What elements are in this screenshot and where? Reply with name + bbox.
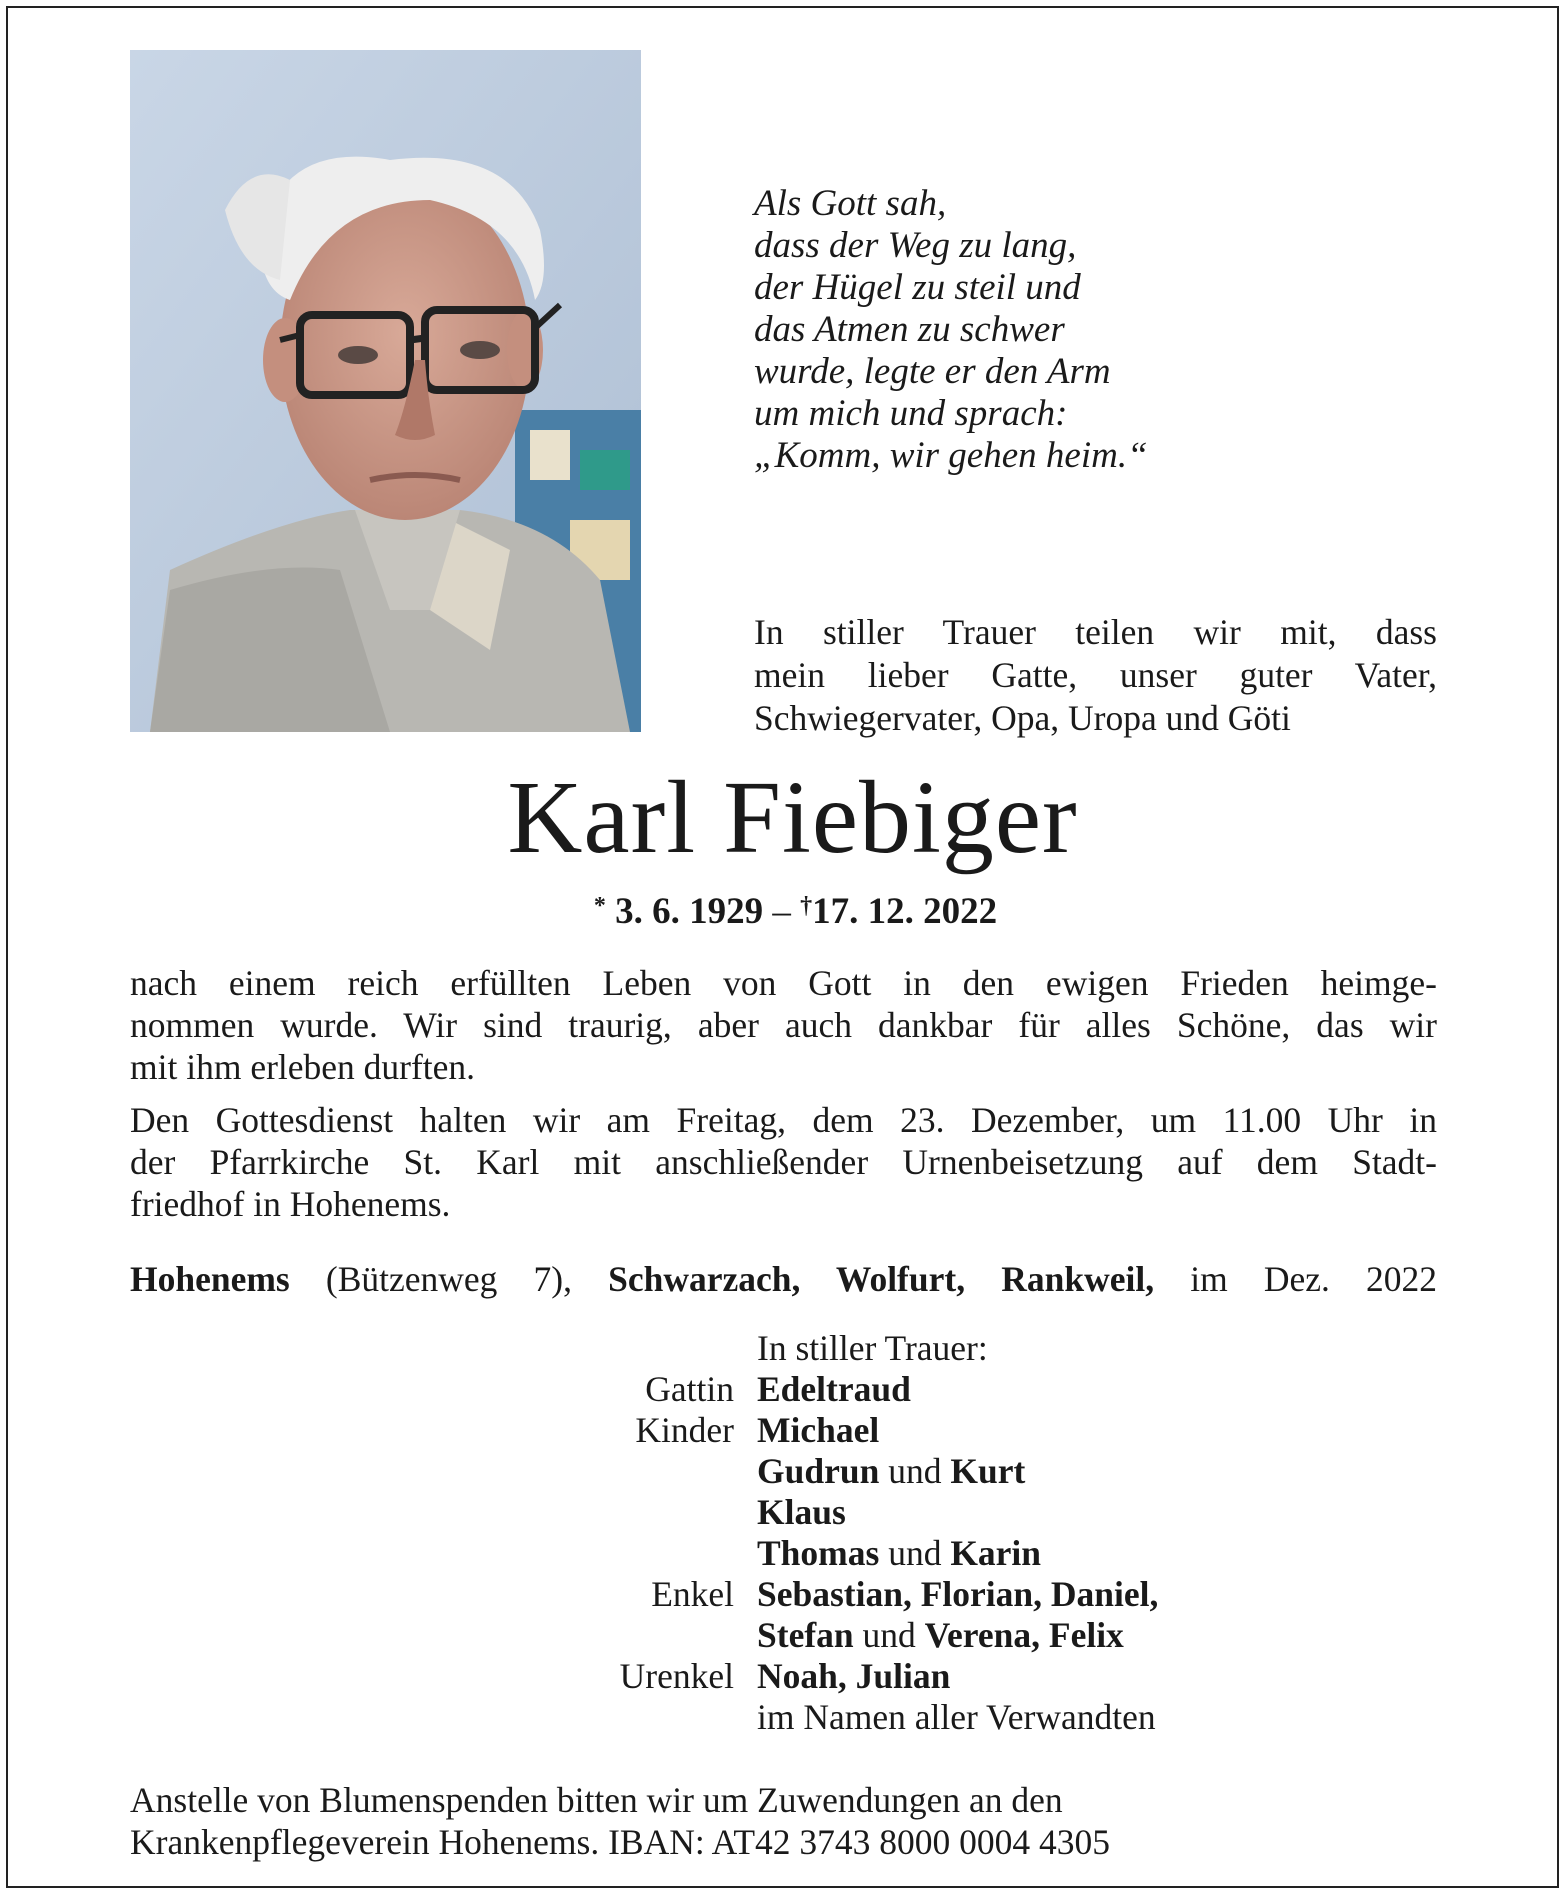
mourner-name: Thomas <box>757 1533 880 1573</box>
conjunction: und <box>888 1533 942 1573</box>
date-separator: – <box>772 891 791 932</box>
mourner-row <box>0 1533 1567 1574</box>
announcement-paragraph <box>130 962 1437 1088</box>
mourner-role: Enkel <box>651 1574 734 1614</box>
mourner-row <box>0 1369 1567 1410</box>
mourner-name: Kurt <box>950 1451 1026 1491</box>
mourner-name: Klaus <box>757 1492 846 1532</box>
mourner-name: Gudrun <box>757 1451 880 1491</box>
intro-line: In stiller Trauer teilen wir mit, dass <box>754 612 1437 652</box>
place-date: im Dez. 2022 <box>1190 1259 1438 1299</box>
mourner-name: Stefan <box>757 1615 854 1655</box>
mourner-name: Karin <box>950 1533 1042 1573</box>
service-line: der Pfarrkirche St. Karl mit anschließender Urnenbeisetzung auf dem Stadt- <box>130 1142 1437 1182</box>
place-town: Hohenems <box>130 1259 290 1299</box>
death-date: 17. 12. 2022 <box>812 891 998 932</box>
places-line <box>130 1256 1437 1302</box>
mourner-name: Verena, Felix <box>924 1615 1124 1655</box>
intro-line: mein lieber Gatte, unser guter Vater, <box>754 655 1437 695</box>
mourner-name: Michael <box>757 1410 880 1450</box>
poem-line: das Atmen zu schwer <box>754 309 1065 350</box>
announcement-line: nach einem reich erfüllten Leben von Gott in den ewigen Frieden heimge- <box>130 963 1437 1003</box>
portrait-photo <box>130 50 641 732</box>
birth-date: 3. 6. 1929 <box>615 891 764 932</box>
mourners-heading: In stiller Trauer: <box>757 1328 988 1368</box>
poem-line: „Komm, wir gehen heim.“ <box>754 435 1148 476</box>
donation-note <box>130 1779 1110 1863</box>
service-line: friedhof in Hohenems. <box>130 1184 451 1224</box>
service-line: Den Gottesdienst halten wir am Freitag, dem 23. Dezember, um 11.00 Uhr in <box>130 1100 1437 1140</box>
conjunction: und <box>888 1451 942 1491</box>
place-address: (Bützenweg 7), <box>325 1259 572 1299</box>
mourner-row <box>0 1492 1567 1533</box>
intro-text <box>754 611 1437 740</box>
conjunction: und <box>862 1615 916 1655</box>
place-others: Schwarzach, Wolfurt, Rankweil, <box>608 1259 1155 1299</box>
life-dates <box>0 882 1567 936</box>
mourner-name: Noah, Julian <box>757 1656 951 1696</box>
mourner-row <box>0 1410 1567 1451</box>
mourner-name: Edeltraud <box>757 1369 911 1409</box>
intro-line: Schwiegervater, Opa, Uropa und Göti <box>754 698 1291 738</box>
poem-line: wurde, legte er den Arm <box>754 351 1111 392</box>
donation-line: Krankenpflegeverein Hohenems. IBAN: AT42 3743 8000 0004 4305 <box>130 1822 1111 1862</box>
birth-symbol: * <box>593 893 606 919</box>
mourner-role: Kinder <box>635 1410 734 1450</box>
mourner-row <box>0 1574 1567 1615</box>
relatives-note: im Namen aller Verwandten <box>757 1697 1156 1737</box>
poem-line: Als Gott sah, <box>754 183 947 224</box>
deceased-name: Karl Fiebiger <box>507 760 1078 875</box>
death-symbol: † <box>800 893 813 919</box>
mourner-row <box>0 1656 1567 1697</box>
poem-line: um mich und sprach: <box>754 393 1068 434</box>
mourners-list <box>0 1328 1567 1738</box>
poem-line: der Hügel zu steil und <box>754 267 1081 308</box>
mourner-name: Sebastian, Florian, Daniel, <box>757 1574 1159 1614</box>
service-paragraph <box>130 1099 1437 1225</box>
announcement-line: nommen wurde. Wir sind traurig, aber auch dankbar für alles Schöne, das wir <box>130 1005 1437 1045</box>
poem-line: dass der Weg zu lang, <box>754 225 1077 266</box>
mourner-row <box>0 1615 1567 1656</box>
mourner-row <box>0 1451 1567 1492</box>
poem <box>754 183 1148 477</box>
announcement-line: mit ihm erleben durften. <box>130 1047 476 1087</box>
mourner-role: Gattin <box>645 1369 734 1409</box>
mourner-row <box>0 1697 1567 1738</box>
donation-line: Anstelle von Blumenspenden bitten wir um Zuwendungen an den <box>130 1780 1063 1820</box>
mourner-role: Urenkel <box>619 1656 734 1696</box>
mourners-heading-row <box>0 1328 1567 1369</box>
